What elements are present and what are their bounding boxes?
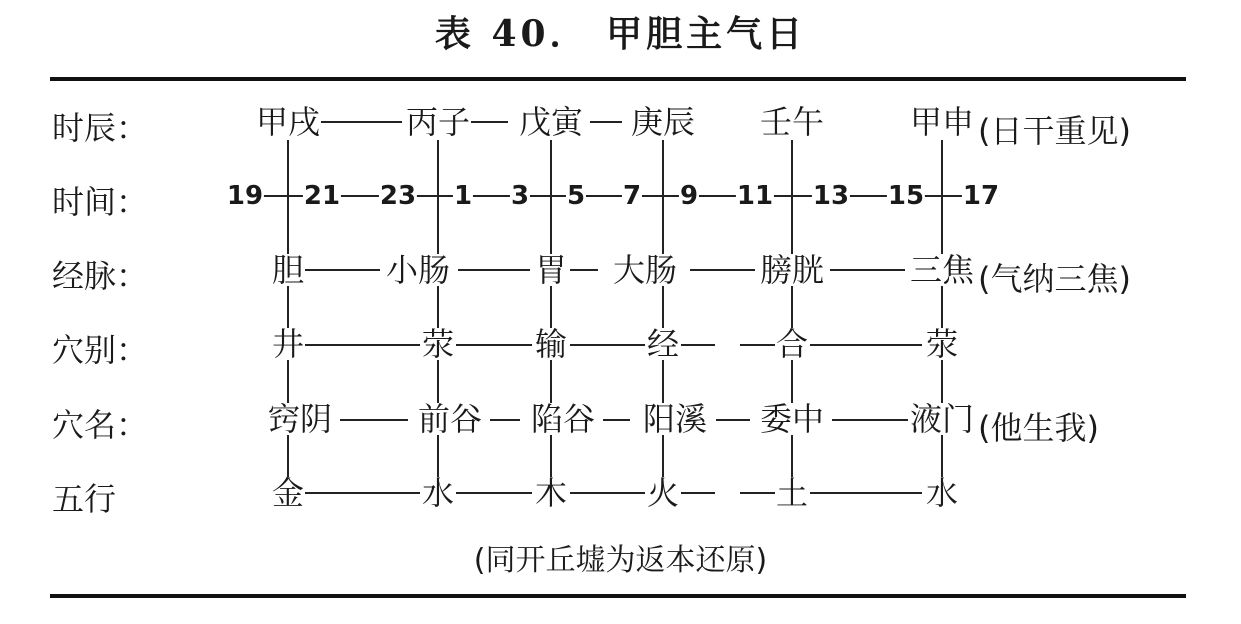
row-label-xuebie: 穴别： bbox=[52, 331, 149, 369]
time-number: 19 bbox=[226, 181, 264, 211]
wuxing-item: 木 bbox=[534, 474, 568, 512]
shichen-item: 庚辰 bbox=[630, 103, 696, 141]
time-number: 5 bbox=[566, 181, 586, 211]
shichen-item: 甲戌 bbox=[255, 103, 321, 141]
bottom-rule bbox=[50, 594, 1186, 598]
jingmai-item: 胆 bbox=[271, 251, 305, 289]
shichen-item: 丙子 bbox=[405, 103, 471, 141]
shichen-item: 戊寅 bbox=[518, 103, 584, 141]
time-number: 7 bbox=[622, 181, 642, 211]
footer-note: (同开丘墟为返本还原) bbox=[473, 543, 768, 578]
xueming-item: 委中 bbox=[759, 400, 825, 438]
wuxing-item: 水 bbox=[421, 474, 455, 512]
jingmai-item: 三焦 bbox=[909, 251, 975, 289]
time-number: 3 bbox=[510, 181, 530, 211]
xueming-item: 陷谷 bbox=[530, 400, 596, 438]
wuxing-item: 水 bbox=[925, 474, 959, 512]
wuxing-item: 土 bbox=[775, 474, 809, 512]
xueming-note: (他生我) bbox=[978, 403, 1099, 449]
row-label-wuxing: 五行 bbox=[52, 480, 117, 518]
xuebie-item: 井 bbox=[271, 325, 305, 363]
xuebie-item: 输 bbox=[534, 325, 568, 363]
jingmai-note: (气纳三焦) bbox=[978, 254, 1131, 300]
jingmai-item: 小肠 bbox=[385, 251, 451, 289]
time-number: 1 bbox=[453, 181, 473, 211]
shichen-item: 甲申 bbox=[909, 103, 975, 141]
xueming-item: 窍阴 bbox=[267, 400, 333, 438]
time-number: 23 bbox=[379, 181, 417, 211]
row-label-shijian: 时间： bbox=[52, 183, 149, 221]
xuebie-item: 合 bbox=[775, 325, 809, 363]
xuebie-item: 荥 bbox=[421, 325, 455, 363]
time-number: 13 bbox=[812, 181, 850, 211]
jingmai-item: 膀胱 bbox=[759, 251, 825, 289]
jingmai-item: 大肠 bbox=[612, 251, 678, 289]
time-number: 17 bbox=[962, 181, 1000, 211]
time-number: 15 bbox=[887, 181, 925, 211]
xueming-item: 液门 bbox=[909, 400, 975, 438]
shichen-note: (日干重见) bbox=[978, 106, 1131, 152]
row-label-jingmai: 经脉： bbox=[52, 257, 149, 295]
time-number: 11 bbox=[736, 181, 774, 211]
xueming-item: 阳溪 bbox=[642, 400, 708, 438]
row-label-xueming: 穴名： bbox=[52, 406, 149, 444]
table-title: 表 40． 甲胆主气日 bbox=[434, 13, 807, 55]
xuebie-item: 荥 bbox=[925, 325, 959, 363]
xueming-item: 前谷 bbox=[417, 400, 483, 438]
xuebie-item: 经 bbox=[646, 325, 680, 363]
wuxing-item: 火 bbox=[646, 474, 680, 512]
time-number: 9 bbox=[679, 181, 699, 211]
time-number: 21 bbox=[303, 181, 341, 211]
shichen-item: 壬午 bbox=[759, 103, 825, 141]
row-label-shichen: 时辰： bbox=[52, 109, 149, 147]
jingmai-item: 胃 bbox=[534, 251, 568, 289]
wuxing-item: 金 bbox=[271, 474, 305, 512]
